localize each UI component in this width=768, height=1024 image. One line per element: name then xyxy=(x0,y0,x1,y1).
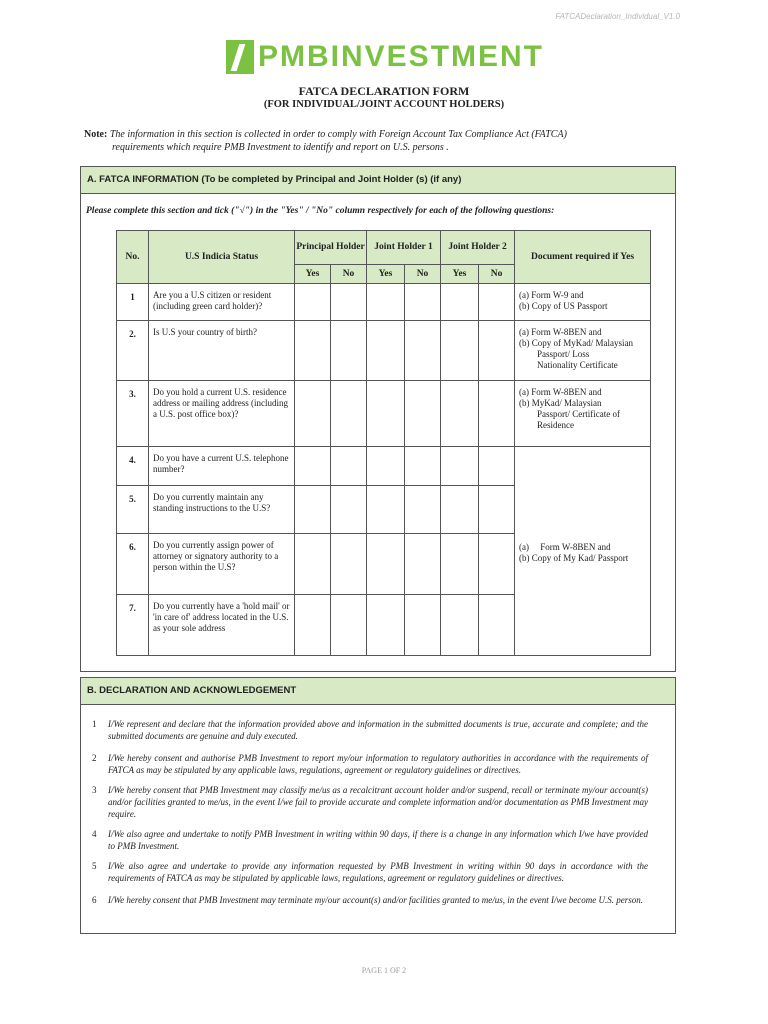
declaration-number: 4 xyxy=(92,829,97,839)
joint1-no-cell[interactable] xyxy=(405,321,441,381)
declaration-number: 3 xyxy=(92,785,97,795)
declaration-item xyxy=(92,860,648,884)
principal-no-cell[interactable] xyxy=(331,381,367,447)
joint1-no-cell[interactable] xyxy=(405,534,441,595)
principal-yes-cell[interactable] xyxy=(295,534,331,595)
table-row xyxy=(117,284,651,321)
joint1-yes-cell[interactable] xyxy=(367,447,405,486)
declaration-text: I/We hereby consent that PMB Investment may classify me/us as a recalcitrant account holder and/or suspend, recall or terminate my/our account(s) and/or facilities granted to me/us, in the event I/we fail to provide accurate and complete information and/or documentation as PMB Investment may require. xyxy=(108,785,648,819)
doc-line: Nationality Certificate xyxy=(519,360,618,370)
declaration-item xyxy=(92,784,648,820)
section-b-heading: B. DECLARATION AND ACKNOWLEDGEMENT xyxy=(81,678,675,705)
header-no: No. xyxy=(117,231,149,284)
principal-yes-cell[interactable] xyxy=(295,284,331,321)
page-number: PAGE 1 OF 2 xyxy=(361,966,407,975)
declaration-item xyxy=(92,752,648,776)
note-line-1: The information in this section is collected in order to comply with Foreign Account Tax Compliance Act (FATCA) xyxy=(109,129,567,140)
docs-required xyxy=(515,321,651,381)
table-row xyxy=(117,447,651,486)
header-principal-holder: Principal Holder xyxy=(295,231,367,265)
row-number: 7. xyxy=(117,595,149,656)
joint1-yes-cell[interactable] xyxy=(367,381,405,447)
declaration-number: 1 xyxy=(92,719,97,729)
declaration-text: I/We hereby consent that PMB Investment may terminate my/our account(s) and/or facilities granted to me/us, in the event I/we become U.S. person. xyxy=(108,895,643,905)
header-joint-holder-1: Joint Holder 1 xyxy=(367,231,441,265)
joint2-yes-cell[interactable] xyxy=(441,595,479,656)
joint2-yes-cell[interactable] xyxy=(441,486,479,534)
header-principal-yes: Yes xyxy=(295,265,331,284)
joint2-no-cell[interactable] xyxy=(479,381,515,447)
declaration-text: I/We also agree and undertake to notify PMB Investment in writing within 90 days, if there is a change in any information which I/we have provided to PMB Investment. xyxy=(108,829,648,851)
header-principal-no: No xyxy=(331,265,367,284)
doc-line: Passport/ Certificate of xyxy=(519,409,621,419)
joint1-no-cell[interactable] xyxy=(405,486,441,534)
joint2-no-cell[interactable] xyxy=(479,486,515,534)
row-question: Do you currently assign power of attorney or signatory authority to a person within the U.S? xyxy=(149,534,295,595)
principal-yes-cell[interactable] xyxy=(295,321,331,381)
fatca-questions-table xyxy=(116,230,651,656)
declaration-number: 6 xyxy=(92,895,97,905)
doc-line: Passport/ Loss xyxy=(519,349,590,359)
declaration-text: I/We hereby consent and authorise PMB Investment to report my/our information to regulatory authorities in accordance with the requirements of FATCA as may be stipulated by any applicable laws, regulations, agreement or regulatory guidelines or directives. xyxy=(108,753,648,775)
joint2-yes-cell[interactable] xyxy=(441,447,479,486)
principal-yes-cell[interactable] xyxy=(295,486,331,534)
joint1-no-cell[interactable] xyxy=(405,284,441,321)
brand-logo-mark-icon xyxy=(226,40,254,74)
joint1-no-cell[interactable] xyxy=(405,447,441,486)
form-subtitle: (FOR INDIVIDUAL/JOINT ACCOUNT HOLDERS) xyxy=(263,99,505,110)
document-reference: FATCADeclaration_Individual_V1.0 xyxy=(555,12,680,21)
doc-line: (b) Copy of My Kad/ Passport xyxy=(519,553,629,563)
joint2-no-cell[interactable] xyxy=(479,284,515,321)
header-joint1-yes: Yes xyxy=(367,265,405,284)
header-docs-required: Document required if Yes xyxy=(515,231,651,284)
header-joint2-yes: Yes xyxy=(441,265,479,284)
row-question: Do you have a current U.S. telephone number? xyxy=(149,447,295,486)
docs-required-shared xyxy=(515,447,651,656)
principal-yes-cell[interactable] xyxy=(295,381,331,447)
header-joint2-no: No xyxy=(479,265,515,284)
joint1-yes-cell[interactable] xyxy=(367,321,405,381)
brand-logo xyxy=(226,40,544,74)
table-row xyxy=(117,381,651,447)
principal-no-cell[interactable] xyxy=(331,284,367,321)
row-number: 1 xyxy=(117,284,149,321)
row-number: 6. xyxy=(117,534,149,595)
joint2-yes-cell[interactable] xyxy=(441,284,479,321)
doc-line: (b) Copy of US Passport xyxy=(519,301,608,311)
doc-line: Residence xyxy=(519,420,575,430)
doc-line: (b) Copy of MyKad/ Malaysian xyxy=(519,338,634,348)
note-line-2: requirements which require PMB Investment to identify and report on U.S. persons . xyxy=(112,142,449,153)
row-number: 2. xyxy=(117,321,149,381)
joint2-no-cell[interactable] xyxy=(479,595,515,656)
section-a-instruction: Please complete this section and tick ("√") in the "Yes" / "No" column respectively for each of the following questions: xyxy=(86,206,555,216)
joint1-yes-cell[interactable] xyxy=(367,595,405,656)
principal-no-cell[interactable] xyxy=(331,595,367,656)
row-number: 4. xyxy=(117,447,149,486)
doc-line: (a) Form W-8BEN and xyxy=(519,387,602,397)
principal-no-cell[interactable] xyxy=(331,447,367,486)
declaration-number: 2 xyxy=(92,753,97,763)
joint1-yes-cell[interactable] xyxy=(367,284,405,321)
joint1-no-cell[interactable] xyxy=(405,595,441,656)
declaration-item xyxy=(92,828,648,852)
docs-required xyxy=(515,284,651,321)
note xyxy=(84,128,684,154)
doc-line: (a) Form W-8BEN and xyxy=(519,542,611,552)
principal-no-cell[interactable] xyxy=(331,321,367,381)
joint2-yes-cell[interactable] xyxy=(441,534,479,595)
doc-line: (a) Form W-8BEN and xyxy=(519,327,602,337)
declaration-item xyxy=(92,718,648,742)
joint2-yes-cell[interactable] xyxy=(441,321,479,381)
principal-no-cell[interactable] xyxy=(331,486,367,534)
row-number: 5. xyxy=(117,486,149,534)
section-a-heading: A. FATCA INFORMATION (To be completed by Principal and Joint Holder (s) (if any) xyxy=(81,167,675,194)
row-number: 3. xyxy=(117,381,149,447)
joint2-no-cell[interactable] xyxy=(479,534,515,595)
joint2-no-cell[interactable] xyxy=(479,321,515,381)
row-question: Is U.S your country of birth? xyxy=(149,321,295,381)
joint1-yes-cell[interactable] xyxy=(367,486,405,534)
note-label: Note: xyxy=(84,129,108,140)
principal-no-cell[interactable] xyxy=(331,534,367,595)
brand-name: PMBINVESTMENT xyxy=(258,40,545,73)
doc-line: (a) Form W-9 and xyxy=(519,290,584,300)
declaration-text: I/We also agree and undertake to provide any information requested by PMB Investment in writing within 90 days in accordance with the requirements of FATCA as may be stipulated by applicable laws, regulations, agreement or regulatory guidelines or directives. xyxy=(108,861,648,883)
row-question: Are you a U.S citizen or resident (including green card holder)? xyxy=(149,284,295,321)
declaration-item xyxy=(92,894,648,906)
form-title: FATCA DECLARATION FORM xyxy=(298,84,470,98)
joint1-yes-cell[interactable] xyxy=(367,534,405,595)
header-joint1-no: No xyxy=(405,265,441,284)
header-indicia: U.S Indicia Status xyxy=(149,231,295,284)
table-row xyxy=(117,321,651,381)
joint1-no-cell[interactable] xyxy=(405,381,441,447)
row-question: Do you currently have a 'hold mail' or 'in care of' address located in the U.S. as your sole address xyxy=(149,595,295,656)
header-joint-holder-2: Joint Holder 2 xyxy=(441,231,515,265)
joint2-yes-cell[interactable] xyxy=(441,381,479,447)
docs-required xyxy=(515,381,651,447)
row-question: Do you currently maintain any standing instructions to the U.S? xyxy=(149,486,295,534)
principal-yes-cell[interactable] xyxy=(295,447,331,486)
declaration-text: I/We represent and declare that the information provided above and information in the submitted documents is true, accurate and complete; and the submitted documents are genuine and duly executed. xyxy=(108,719,648,741)
row-question: Do you hold a current U.S. residence address or mailing address (including a U.S. post office box)? xyxy=(149,381,295,447)
doc-line: (b) MyKad/ Malaysian xyxy=(519,398,602,408)
principal-yes-cell[interactable] xyxy=(295,595,331,656)
joint2-no-cell[interactable] xyxy=(479,447,515,486)
declaration-number: 5 xyxy=(92,861,97,871)
